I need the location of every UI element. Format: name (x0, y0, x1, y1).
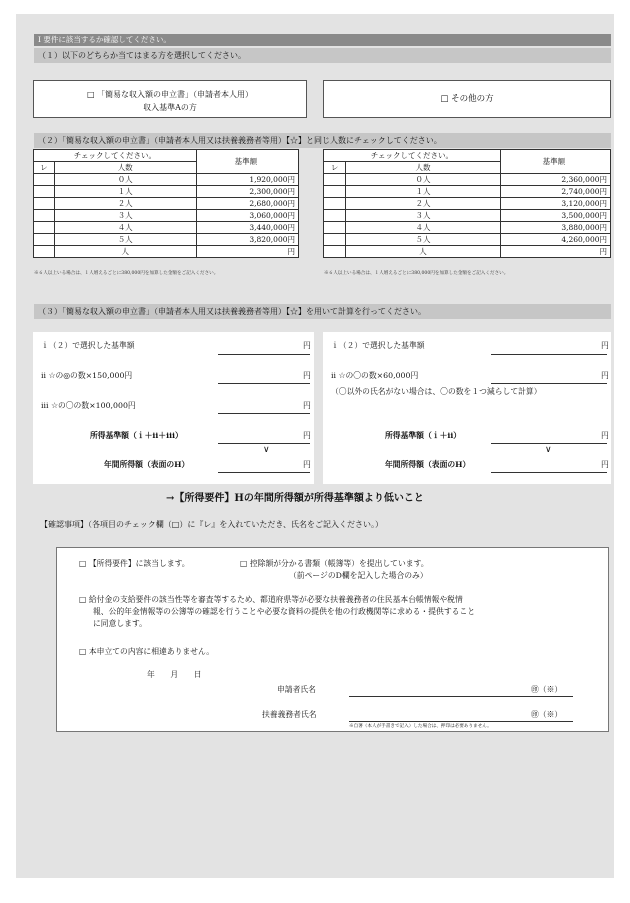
confirm-title: 【確認事項】（各項目のチェック欄（□）に『レ』を入れていただき、氏名をご記入ください。） (40, 520, 383, 529)
row-base-amount: 3,880,000円 (500, 222, 610, 234)
calc-panel-left (33, 332, 314, 484)
row-base-amount: 4,260,000円 (500, 234, 610, 246)
yen-unit: 円 (601, 431, 609, 440)
people-header: 人数 (54, 162, 196, 174)
row-people: ４人 (346, 222, 501, 234)
row-base-amount: 2,360,000円 (500, 174, 610, 186)
calc-left-total-label: 所得基準額（ｉ＋ⅱ＋ⅲ） (90, 431, 183, 440)
row-checkbox[interactable] (34, 198, 55, 210)
calc-left-iii-field[interactable] (218, 413, 310, 414)
row-people: １人 (54, 186, 196, 198)
calc-right-total-field[interactable] (491, 443, 607, 444)
confirm-item-consent-line2: 報、公的年金情報等の公簿等の確認を行うことや必要な資料の提供を他の行政機関等に求める・提供すること (93, 607, 476, 616)
calc-left-i-field[interactable] (218, 354, 310, 355)
row-people: ３人 (54, 210, 196, 222)
calc-left-i-label: ｉ（２）で選択した基準額 (41, 341, 135, 350)
supporter-seal: ㊞（※） (531, 710, 563, 719)
option-a-line2: 収入基準Aの方 (143, 103, 197, 112)
supporter-name-label: 扶養義務者氏名 (262, 710, 317, 719)
row-people: ２人 (54, 198, 196, 210)
income-requirement-statement: →【所得要件】Hの年間所得額が所得基準額より低いこと (166, 493, 424, 504)
check-mark-header: レ (34, 162, 55, 174)
table-row (34, 174, 299, 186)
row-people: ０人 (346, 174, 501, 186)
calc-left-annual-label: 年間所得額（表面のH） (104, 460, 190, 469)
section-2-instruction: （２）「簡易な収入額の申立書」（申請者本人用又は扶養義務者等用）【☆】と同じ人数にチェックしてください。 (34, 133, 611, 148)
row-people: ３人 (346, 210, 501, 222)
section-header-requirements: Ⅰ 要件に該当するか確認してください。 (34, 34, 611, 46)
calc-right-ii-note: （〇以外の氏名がない場合は、〇の数を１つ減らして計算） (331, 387, 542, 396)
table-row (34, 186, 299, 198)
row-people: ２人 (346, 198, 501, 210)
table-row (324, 186, 611, 198)
row-base-amount: 3,500,000円 (500, 210, 610, 222)
date-line[interactable]: 年 月 日 (147, 670, 202, 679)
calc-right-total-label: 所得基準額（ｉ＋ⅱ） (385, 431, 462, 440)
confirm-item-income-requirement[interactable]: □ 【所得要件】に該当します。 (79, 559, 190, 568)
calc-right-annual-field[interactable] (491, 472, 607, 473)
row-base-amount: 円 (500, 246, 610, 258)
calc-panel-right (323, 332, 611, 484)
row-people: ０人 (54, 174, 196, 186)
yen-unit: 円 (303, 460, 311, 469)
note-left: ※６人以上いる場合は、１人増えるごとに380,000円を加算した金額をご記入ください。 (34, 271, 219, 276)
row-base-amount: 2,680,000円 (196, 198, 298, 210)
row-people: ４人 (54, 222, 196, 234)
row-checkbox[interactable] (324, 234, 346, 246)
row-people: ５人 (346, 234, 501, 246)
yen-unit: 円 (601, 371, 609, 380)
yen-unit: 円 (601, 341, 609, 350)
calc-right-i-label: ｉ（２）で選択した基準額 (331, 341, 425, 350)
table-row (34, 210, 299, 222)
row-checkbox[interactable] (34, 210, 55, 222)
confirm-item-deduction-documents[interactable]: □ 控除額が分かる書類（帳簿等）を提出しています。 (240, 559, 429, 568)
row-base-amount: 3,440,000円 (196, 222, 298, 234)
base-header: 基準額 (196, 150, 298, 174)
row-base-amount: 3,820,000円 (196, 234, 298, 246)
confirm-item-consent-line3: に同意します。 (93, 619, 147, 628)
row-checkbox[interactable] (34, 246, 55, 258)
form-page (16, 14, 614, 878)
table-row (324, 234, 611, 246)
option-a-line1: □ 「簡易な収入額の申立書」（申請者本人用） (86, 90, 254, 99)
yen-unit: 円 (303, 371, 311, 380)
greater-equal-sign: ∨ (263, 445, 270, 455)
calc-left-annual-field[interactable] (218, 472, 310, 473)
row-base-amount: 2,300,000円 (196, 186, 298, 198)
yen-unit: 円 (303, 431, 311, 440)
section-1-instruction: （１）以下のどちらか当てはまる方を選択してください。 (34, 48, 611, 63)
row-people: １人 (346, 186, 501, 198)
base-amount-table-right (323, 149, 611, 258)
row-people: 人 (54, 246, 196, 258)
people-header: 人数 (346, 162, 501, 174)
check-mark-header: レ (324, 162, 346, 174)
note-right: ※６人以上いる場合は、１人増えるごとに380,000円を加算した金額をご記入ください。 (324, 271, 509, 276)
calc-left-iii-label: ⅲ ☆の〇の数×100,000円 (41, 401, 136, 410)
table-row (324, 174, 611, 186)
row-checkbox[interactable] (324, 174, 346, 186)
table-row (324, 246, 611, 258)
calc-left-total-field[interactable] (218, 443, 310, 444)
calc-right-ii-field[interactable] (491, 383, 607, 384)
section-3-instruction: （３）「簡易な収入額の申立書」（申請者本人用又は扶養義務者等用）【☆】を用いて計算を行ってください。 (34, 304, 611, 319)
table-row (34, 222, 299, 234)
applicant-seal: ㊞（※） (531, 685, 563, 694)
table-row (324, 198, 611, 210)
row-checkbox[interactable] (34, 174, 55, 186)
supporter-name-field[interactable] (349, 721, 573, 722)
calc-right-annual-label: 年間所得額（表面のH） (385, 460, 471, 469)
row-base-amount: 3,120,000円 (500, 198, 610, 210)
row-checkbox[interactable] (324, 246, 346, 258)
row-checkbox[interactable] (324, 198, 346, 210)
base-header: 基準額 (500, 150, 610, 174)
confirm-item-no-discrepancy[interactable]: □ 本申立ての内容に相違ありません。 (79, 647, 215, 656)
check-header: チェックしてください。 (34, 150, 197, 162)
applicant-name-field[interactable] (349, 696, 573, 697)
option-other[interactable]: □ その他の方 (323, 80, 611, 118)
seal-note: ※自署（本人が手書きで記入）した場合は、押印は必要ありません。 (349, 724, 492, 729)
row-base-amount: 1,920,000円 (196, 174, 298, 186)
row-checkbox[interactable] (34, 234, 55, 246)
confirm-item-consent-line1[interactable]: □ 給付金の支給要件の該当性等を審査等するため、都道府県等が必要な扶養義務者の住民基本台帳情報や税情 (79, 595, 463, 604)
row-checkbox[interactable] (324, 222, 346, 234)
calc-right-i-field[interactable] (491, 354, 607, 355)
greater-equal-sign: ∨ (545, 445, 552, 455)
confirm-box (56, 547, 609, 732)
row-checkbox[interactable] (34, 186, 55, 198)
row-checkbox[interactable] (324, 186, 346, 198)
row-base-amount: 3,060,000円 (196, 210, 298, 222)
calc-left-ii-label: ⅱ ☆の◎の数×150,000円 (41, 371, 133, 380)
table-row (34, 234, 299, 246)
table-row (324, 210, 611, 222)
table-row (34, 246, 299, 258)
table-row (34, 198, 299, 210)
option-income-standard-a[interactable] (33, 80, 307, 118)
row-people: ５人 (54, 234, 196, 246)
row-checkbox[interactable] (34, 222, 55, 234)
row-base-amount: 2,740,000円 (500, 186, 610, 198)
calc-right-ii-label: ⅱ ☆の〇の数×60,000円 (331, 371, 419, 380)
confirm-item-deduction-note: （前ページのD欄を記入した場合のみ） (289, 571, 428, 580)
applicant-name-label: 申請者氏名 (277, 685, 316, 694)
check-header: チェックしてください。 (324, 150, 501, 162)
row-checkbox[interactable] (324, 210, 346, 222)
yen-unit: 円 (601, 460, 609, 469)
yen-unit: 円 (303, 341, 311, 350)
row-people: 人 (346, 246, 501, 258)
table-row (324, 222, 611, 234)
base-amount-table-left (33, 149, 299, 258)
yen-unit: 円 (303, 401, 311, 410)
row-base-amount: 円 (196, 246, 298, 258)
calc-left-ii-field[interactable] (218, 383, 310, 384)
